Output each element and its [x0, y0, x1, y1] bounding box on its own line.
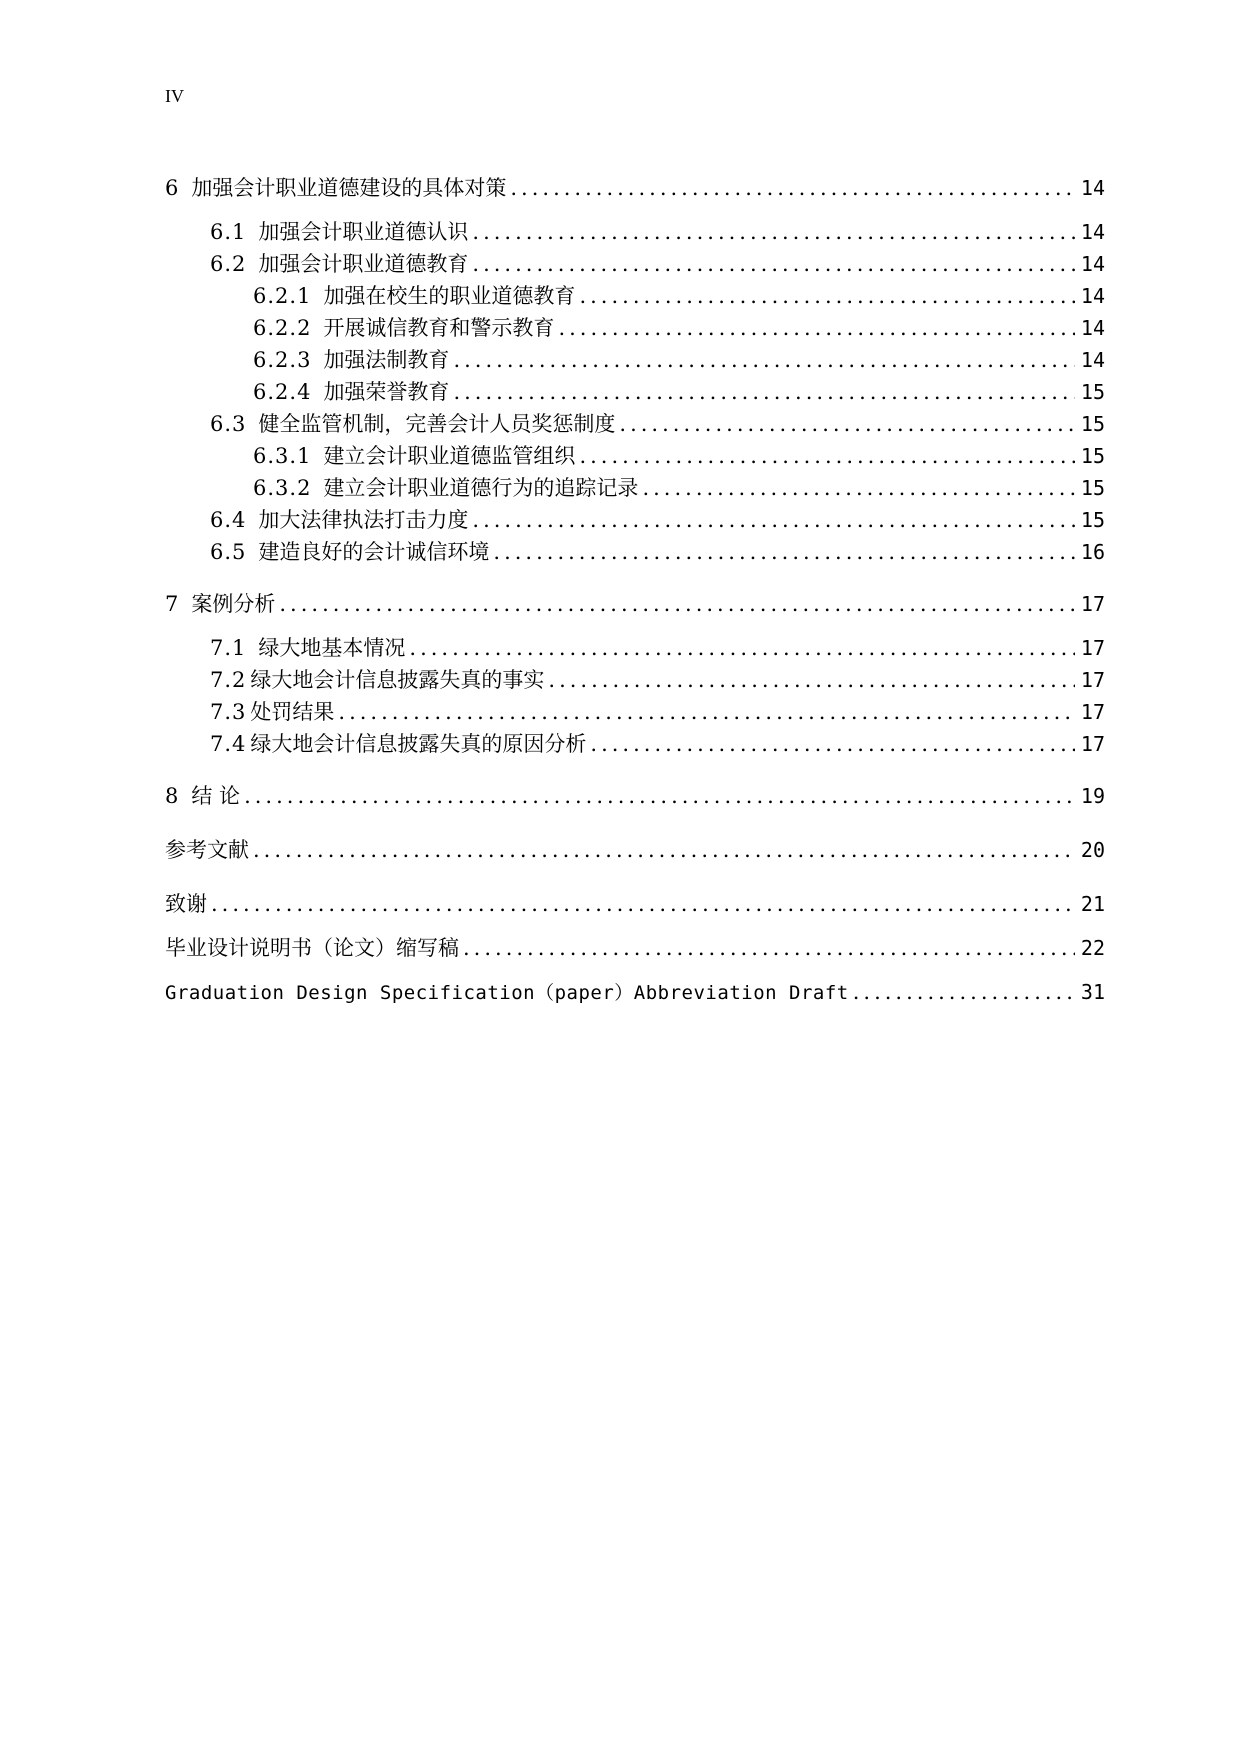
toc-entry-abbreviated-thesis[interactable] — [165, 934, 1105, 962]
toc-entry-page: 14 — [1080, 252, 1105, 276]
toc-leader-dots — [590, 730, 1075, 758]
toc-entry-6-5[interactable] — [165, 538, 1105, 566]
toc-leader-dots — [558, 314, 1074, 342]
toc-entry-number: 6.2.4 — [253, 380, 312, 404]
toc-leader-dots — [472, 250, 1075, 278]
toc-entry-number: 6 — [165, 176, 180, 200]
toc-leader-dots — [244, 782, 1075, 810]
toc-entry-title: 加强在校生的职业道德教育 — [323, 284, 576, 308]
toc-entry-page: 17 — [1080, 700, 1105, 724]
toc-entry-title: 加强荣誉教育 — [323, 380, 450, 404]
toc-entry-title: 建立会计职业道德行为的追踪记录 — [323, 476, 639, 500]
toc-entry-title: 毕业设计说明书（论文）缩写稿 — [165, 936, 459, 960]
toc-entry-7-2[interactable] — [165, 666, 1105, 694]
toc-entry-6-2[interactable] — [165, 250, 1105, 278]
toc-entry-page: 14 — [1080, 220, 1105, 244]
toc-entry-number: 6.2.3 — [253, 348, 312, 372]
toc-leader-dots — [510, 174, 1075, 202]
toc-entry-title: 建造良好的会计诚信环境 — [258, 540, 490, 564]
toc-leader-dots — [472, 218, 1075, 246]
toc-entry-number: 6.3.2 — [253, 476, 312, 500]
toc-leader-dots — [642, 474, 1074, 502]
toc-entry-title: 参考文献 — [165, 838, 249, 862]
toc-entry-7-1[interactable] — [165, 634, 1105, 662]
toc-entry-title: 开展诚信教育和警示教育 — [323, 316, 555, 340]
toc-entry-title: 绿大地会计信息披露失真的事实 — [250, 668, 545, 692]
toc-entry-page: 15 — [1080, 380, 1105, 404]
toc-entry-page: 17 — [1080, 592, 1105, 616]
toc-entry-page: 14 — [1080, 176, 1105, 200]
toc-leader-dots — [579, 442, 1074, 470]
toc-entry-6-2-4[interactable] — [165, 378, 1105, 406]
toc-leader-dots — [409, 634, 1075, 662]
toc-entry-title: 建立会计职业道德监管组织 — [323, 444, 576, 468]
toc-entry-title: 加强会计职业道德教育 — [258, 252, 469, 276]
toc-entry-6[interactable] — [165, 174, 1105, 202]
toc-entry-page: 17 — [1080, 636, 1105, 660]
toc-entry-title: 处罚结果 — [250, 700, 335, 724]
toc-leader-dots — [548, 666, 1075, 694]
toc-leader-dots — [463, 934, 1075, 962]
toc-entry-number: 8 — [165, 784, 180, 808]
toc-entry-title: 加强法制教育 — [323, 348, 450, 372]
toc-entry-page: 15 — [1080, 444, 1105, 468]
toc-entry-page: 14 — [1080, 316, 1105, 340]
toc-entry-page: 31 — [1080, 980, 1105, 1004]
toc-leader-dots — [453, 378, 1074, 406]
toc-entry-title: 结 论 — [191, 784, 241, 808]
toc-leader-dots — [253, 836, 1075, 864]
page-number-roman: IV — [165, 86, 184, 106]
toc-entry-number: 6.2.1 — [253, 284, 312, 308]
toc-entry-number: 7.1 — [210, 636, 247, 660]
toc-leader-dots — [453, 346, 1074, 374]
toc-leader-dots — [619, 410, 1075, 438]
toc-entry-title: 案例分析 — [191, 592, 276, 616]
toc-entry-number: 6.5 — [210, 540, 247, 564]
toc-leader-dots — [338, 698, 1075, 726]
toc-entry-number: 6.3 — [210, 412, 247, 436]
toc-entry-number: 7 — [165, 592, 180, 616]
toc-leader-dots — [853, 978, 1075, 1006]
toc-entry-number: 6.3.1 — [253, 444, 312, 468]
toc-entry-english-draft[interactable] — [165, 978, 1105, 1006]
toc-entry-page: 17 — [1080, 668, 1105, 692]
toc-entry-7-3[interactable] — [165, 698, 1105, 726]
toc-entry-references[interactable] — [165, 836, 1105, 864]
toc-entry-6-3-2[interactable] — [165, 474, 1105, 502]
toc-entry-6-2-1[interactable] — [165, 282, 1105, 310]
toc-entry-title: 加大法律执法打击力度 — [258, 508, 469, 532]
toc-entry-number: 6.4 — [210, 508, 247, 532]
toc-entry-title: 绿大地基本情况 — [258, 636, 406, 660]
toc-leader-dots — [211, 890, 1075, 918]
toc-entry-page: 16 — [1080, 540, 1105, 564]
toc-entry-page: 14 — [1080, 348, 1105, 372]
toc-leader-dots — [472, 506, 1075, 534]
toc-entry-title: Graduation Design Specification（paper）Abbreviation Draft — [165, 982, 849, 1004]
toc-entry-6-3-1[interactable] — [165, 442, 1105, 470]
toc-entry-page: 19 — [1080, 784, 1105, 808]
toc-entry-acknowledgements[interactable] — [165, 890, 1105, 918]
toc-entry-7[interactable] — [165, 590, 1105, 618]
toc-entry-6-3[interactable] — [165, 410, 1105, 438]
toc-entry-page: 20 — [1080, 838, 1105, 862]
toc-entry-page: 22 — [1080, 936, 1105, 960]
toc-entry-page: 15 — [1080, 412, 1105, 436]
toc-entry-title: 健全监管机制，完善会计人员奖惩制度 — [258, 412, 616, 436]
toc-entry-number: 6.2 — [210, 252, 247, 276]
toc-entry-page: 14 — [1080, 284, 1105, 308]
toc-entry-page: 21 — [1080, 892, 1105, 916]
toc-entry-6-4[interactable] — [165, 506, 1105, 534]
toc-entry-page: 15 — [1080, 476, 1105, 500]
toc-leader-dots — [493, 538, 1075, 566]
toc-entry-6-1[interactable] — [165, 218, 1105, 246]
toc-entry-8[interactable] — [165, 782, 1105, 810]
toc-entry-number: 7.2 — [210, 668, 247, 692]
toc-leader-dots — [279, 590, 1075, 618]
toc-entry-title: 加强会计职业道德认识 — [258, 220, 469, 244]
toc-entry-page: 17 — [1080, 732, 1105, 756]
toc-entry-6-2-2[interactable] — [165, 314, 1105, 342]
toc-entry-title: 绿大地会计信息披露失真的原因分析 — [250, 732, 587, 756]
toc-leader-dots — [579, 282, 1074, 310]
toc-entry-page: 15 — [1080, 508, 1105, 532]
toc-entry-7-4[interactable] — [165, 730, 1105, 758]
toc-entry-title: 加强会计职业道德建设的具体对策 — [191, 176, 507, 200]
toc-entry-number: 7.3 — [210, 700, 247, 724]
toc-entry-number: 6.1 — [210, 220, 247, 244]
toc-entry-number: 7.4 — [210, 732, 247, 756]
toc-entry-title: 致谢 — [165, 892, 207, 916]
toc-entry-6-2-3[interactable] — [165, 346, 1105, 374]
toc-entry-number: 6.2.2 — [253, 316, 312, 340]
